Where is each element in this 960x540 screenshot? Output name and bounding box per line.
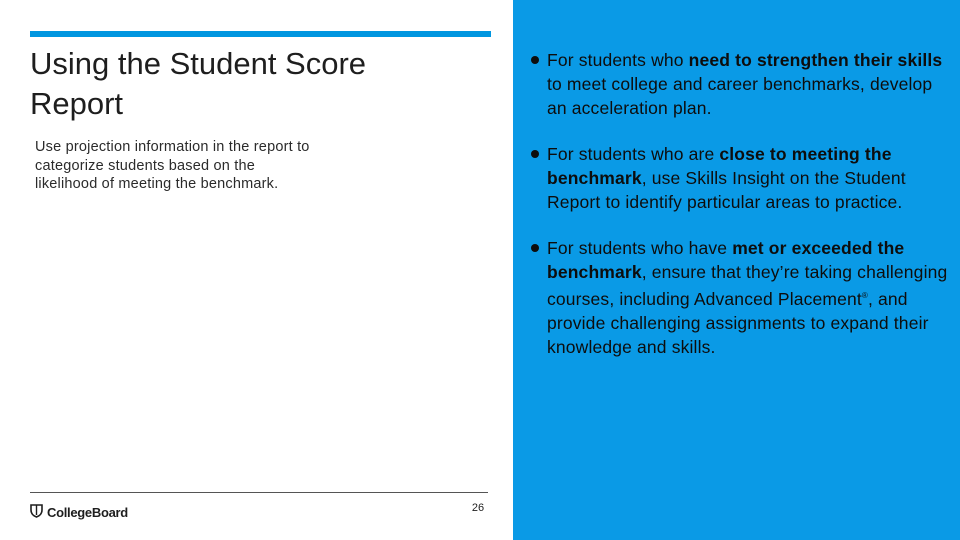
bullet-text-pre: For students who have: [547, 238, 733, 258]
registered-mark: ®: [861, 291, 868, 300]
bullet-item: [530, 48, 955, 120]
bullet-item: [530, 236, 955, 359]
slide-description: Use projection information in the report to categorize students based on the likelihood of meeting the benchmark.: [35, 139, 310, 192]
bullet-text-bold: close to meeting the benchmark: [547, 144, 892, 188]
bullet-text-pre: For students who are: [547, 144, 720, 164]
bullet-text-post: , ensure that they’re taking challenging courses, including Advanced Placement: [547, 262, 948, 309]
bullet-dot-icon: [531, 244, 539, 252]
footer-divider: [30, 492, 488, 493]
bullet-dot-icon: [531, 56, 539, 64]
page-number: 26: [471, 502, 485, 514]
slide-title: Using the Student Score Report: [30, 46, 367, 121]
bullet-text-bold: met or exceeded the benchmark: [547, 238, 905, 282]
bullet-text-post: , use Skills Insight on the Student Report to identify particular areas to practice.: [547, 168, 906, 212]
accent-bar: [30, 31, 491, 37]
acorn-icon: [29, 502, 44, 523]
bullet-text-bold: need to strengthen their skills: [688, 50, 943, 70]
bullet-item: [530, 142, 955, 214]
bullet-text-pre: For students who: [547, 50, 689, 70]
collegeboard-logo: [29, 502, 128, 523]
bullet-dot-icon: [531, 150, 539, 158]
bullet-text-post: to meet college and career benchmarks, develop an acceleration plan.: [547, 74, 933, 118]
logo-text: CollegeBoard: [47, 505, 128, 520]
bullet-text-post2: , and provide challenging assignments to expand their knowledge and skills.: [547, 288, 929, 357]
bullet-list: [530, 48, 955, 359]
